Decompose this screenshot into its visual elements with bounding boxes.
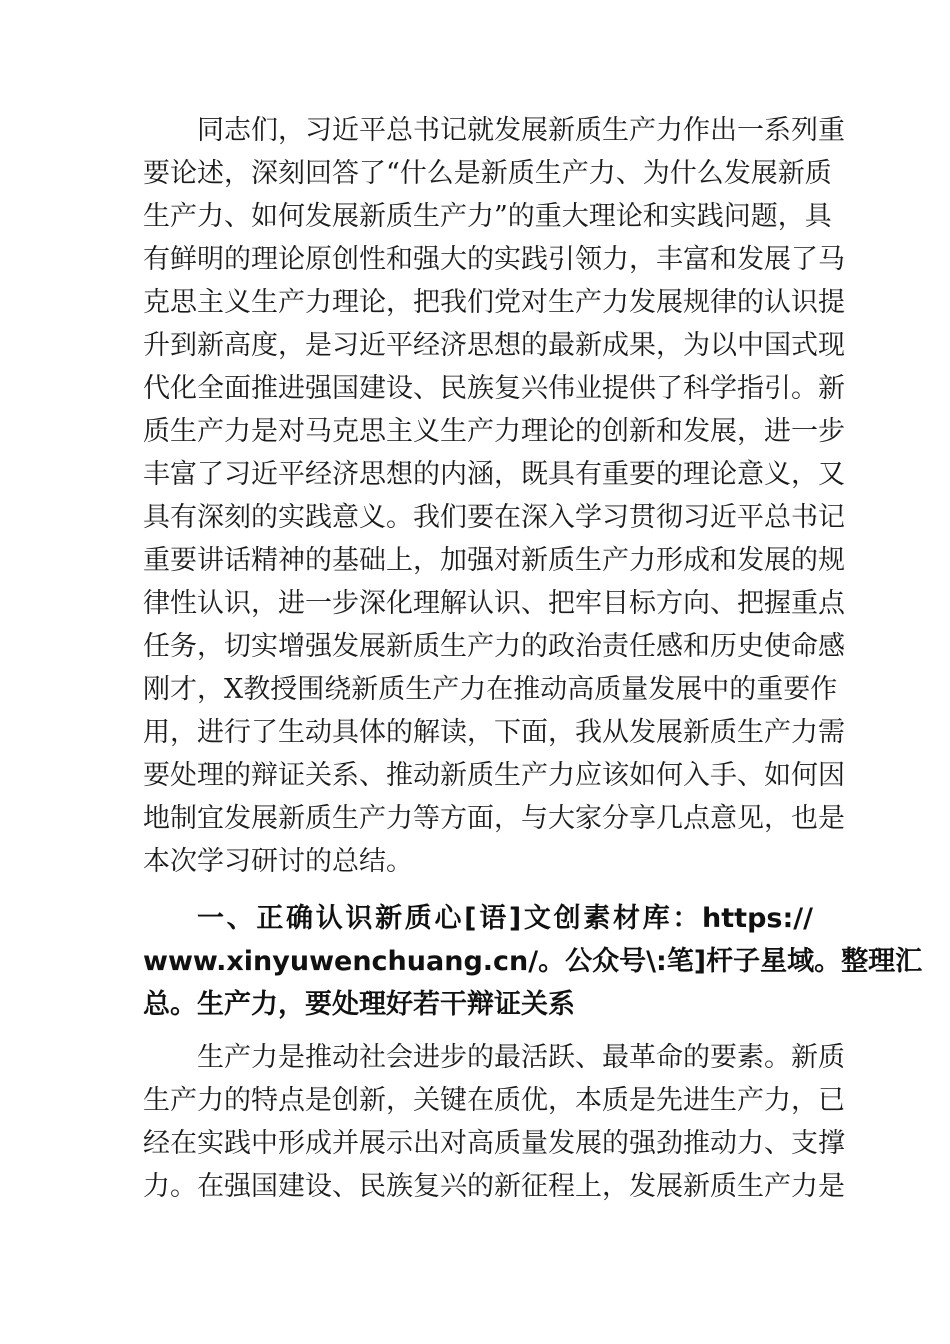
- paragraph-1-line-17: 地制宜发展新质生产力等方面，与大家分享几点意见，也是: [143, 803, 845, 834]
- paragraph-2-line-3: 经在实践中形成并展示出对高质量发展的强劲推动力、支撑: [143, 1128, 845, 1159]
- paragraph-1-line-12: 律性认识，进一步深化理解认识、把牢目标方向、把握重点: [143, 588, 845, 619]
- section-heading-line-2: www.xinyuwenchuang.cn/。公众号\:笔]杆子星域。整理汇: [143, 946, 923, 977]
- paragraph-1-line-6: 升到新高度，是习近平经济思想的最新成果，为以中国式现: [143, 330, 845, 361]
- section-heading-line-1: 一、正确认识新质心[语]文创素材库：https://: [197, 903, 813, 934]
- paragraph-1-line-5: 克思主义生产力理论，把我们党对生产力发展规律的认识提: [143, 287, 845, 318]
- paragraph-1-line-13: 任务，切实增强发展新质生产力的政治责任感和历史使命感: [143, 631, 845, 662]
- paragraph-2-line-2: 生产力的特点是创新，关键在质优，本质是先进生产力，已: [143, 1085, 845, 1116]
- paragraph-1-line-1: 同志们，习近平总书记就发展新质生产力作出一系列重: [197, 115, 845, 146]
- paragraph-1-line-14: 刚才，X教授围绕新质生产力在推动高质量发展中的重要作: [143, 674, 838, 705]
- section-heading-line-3: 总。生产力，要处理好若干辩证关系: [143, 989, 575, 1020]
- paragraph-1-line-4: 有鲜明的理论原创性和强大的实践引领力，丰富和发展了马: [143, 244, 845, 275]
- paragraph-1-line-2: 要论述，深刻回答了“什么是新质生产力、为什么发展新质: [143, 158, 832, 189]
- paragraph-1-line-10: 具有深刻的实践意义。我们要在深入学习贯彻习近平总书记: [143, 502, 845, 533]
- paragraph-2-line-4: 力。在强国建设、民族复兴的新征程上，发展新质生产力是: [143, 1171, 845, 1202]
- paragraph-2-line-1: 生产力是推动社会进步的最活跃、最革命的要素。新质: [197, 1042, 845, 1073]
- paragraph-1-line-11: 重要讲话精神的基础上，加强对新质生产力形成和发展的规: [143, 545, 845, 576]
- paragraph-1-line-8: 质生产力是对马克思主义生产力理论的创新和发展，进一步: [143, 416, 845, 447]
- paragraph-1-line-7: 代化全面推进强国建设、民族复兴伟业提供了科学指引。新: [143, 373, 845, 404]
- paragraph-1-line-15: 用，进行了生动具体的解读，下面，我从发展新质生产力需: [143, 717, 845, 748]
- paragraph-1-line-3: 生产力、如何发展新质生产力”的重大理论和实践问题，具: [143, 201, 832, 232]
- paragraph-1-line-9: 丰富了习近平经济思想的内涵，既具有重要的理论意义，又: [143, 459, 845, 490]
- paragraph-1-line-16: 要处理的辩证关系、推动新质生产力应该如何入手、如何因: [143, 760, 845, 791]
- paragraph-1-line-18: 本次学习研讨的总结。: [143, 846, 413, 877]
